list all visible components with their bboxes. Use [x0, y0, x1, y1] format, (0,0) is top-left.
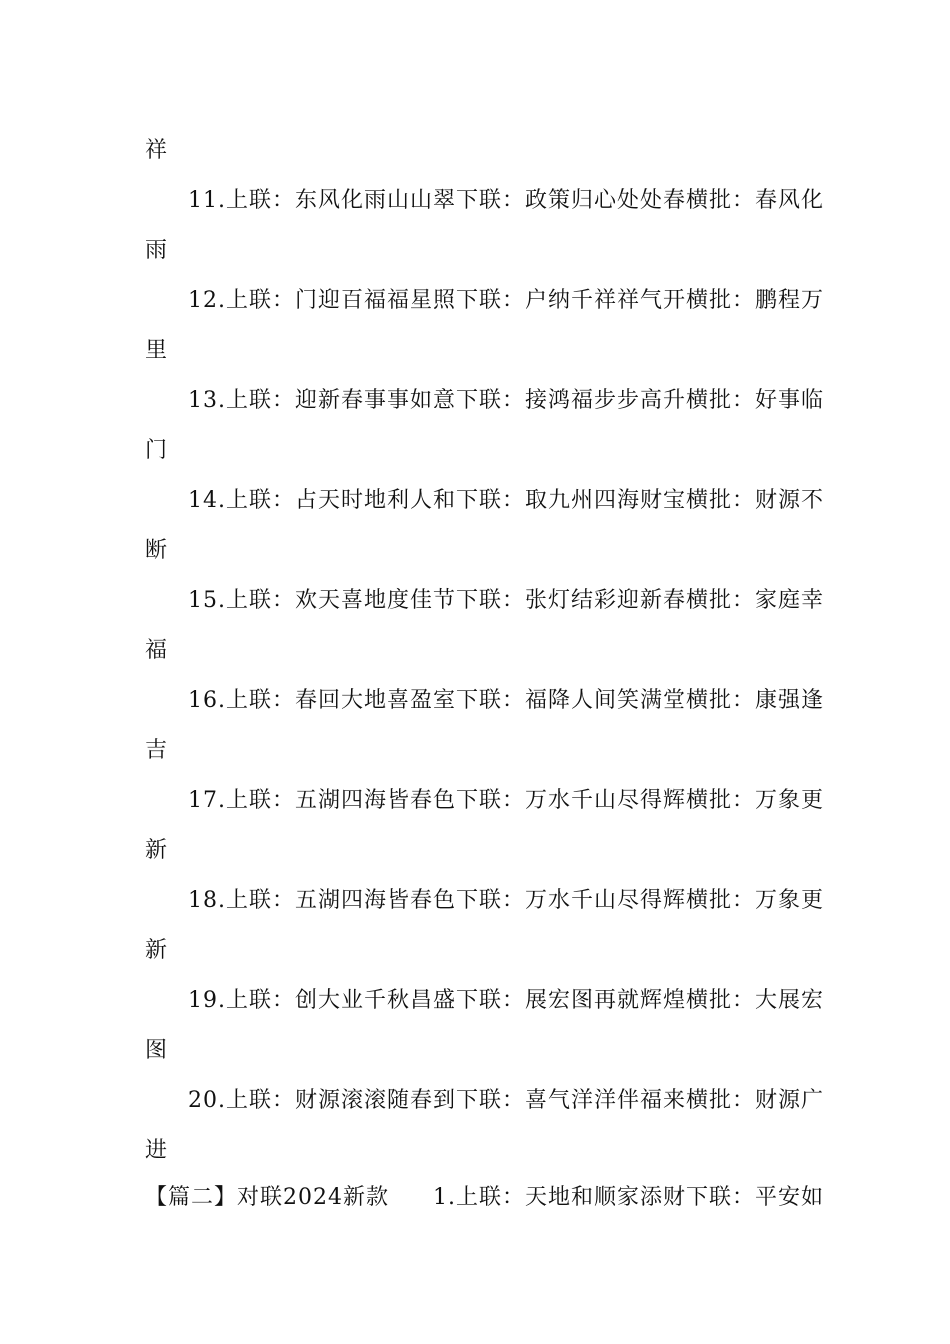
couplet-item-16: 16.上联：春回大地喜盈室下联：福降人间笑满堂横批：康强逢: [188, 688, 824, 713]
couplet-item-15: 15.上联：欢天喜地度佳节下联：张灯结彩迎新春横批：家庭幸: [188, 588, 824, 613]
couplet-item-18: 18.上联：五湖四海皆春色下联：万水千山尽得辉横批：万象更: [188, 888, 824, 913]
text-line: 祥: [145, 138, 169, 163]
couplet-item-13: 13.上联：迎新春事事如意下联：接鸿福步步高升横批：好事临: [188, 388, 824, 413]
couplet-item-11: 11.上联：东风化雨山山翠下联：政策归心处处春横批：春风化: [188, 188, 824, 213]
text-line: 吉: [145, 738, 169, 763]
section-heading-line: [145, 1183, 824, 1213]
couplet-item-1: 1.上联：天地和顺家添财下联：平安如: [433, 1185, 824, 1210]
text-line: 门: [145, 438, 169, 463]
text-line: 断: [145, 538, 169, 563]
couplet-item-12: 12.上联：门迎百福福星照下联：户纳千祥祥气开横批：鹏程万: [188, 288, 824, 313]
couplet-item-20: 20.上联：财源滚滚随春到下联：喜气洋洋伴福来横批：财源广: [188, 1088, 824, 1113]
couplet-item-14: 14.上联：占天时地利人和下联：取九州四海财宝横批：财源不: [188, 488, 824, 513]
section-heading: 【篇二】对联2024新款: [145, 1185, 389, 1210]
text-line: 雨: [145, 238, 169, 263]
text-line: 新: [145, 938, 169, 963]
text-line: 进: [145, 1138, 169, 1163]
couplet-item-17: 17.上联：五湖四海皆春色下联：万水千山尽得辉横批：万象更: [188, 788, 824, 813]
text-line: 福: [145, 638, 169, 663]
text-line: 新: [145, 838, 169, 863]
text-line: 图: [145, 1038, 169, 1063]
couplet-item-19: 19.上联：创大业千秋昌盛下联：展宏图再就辉煌横批：大展宏: [188, 988, 824, 1013]
text-line: 里: [145, 338, 169, 363]
